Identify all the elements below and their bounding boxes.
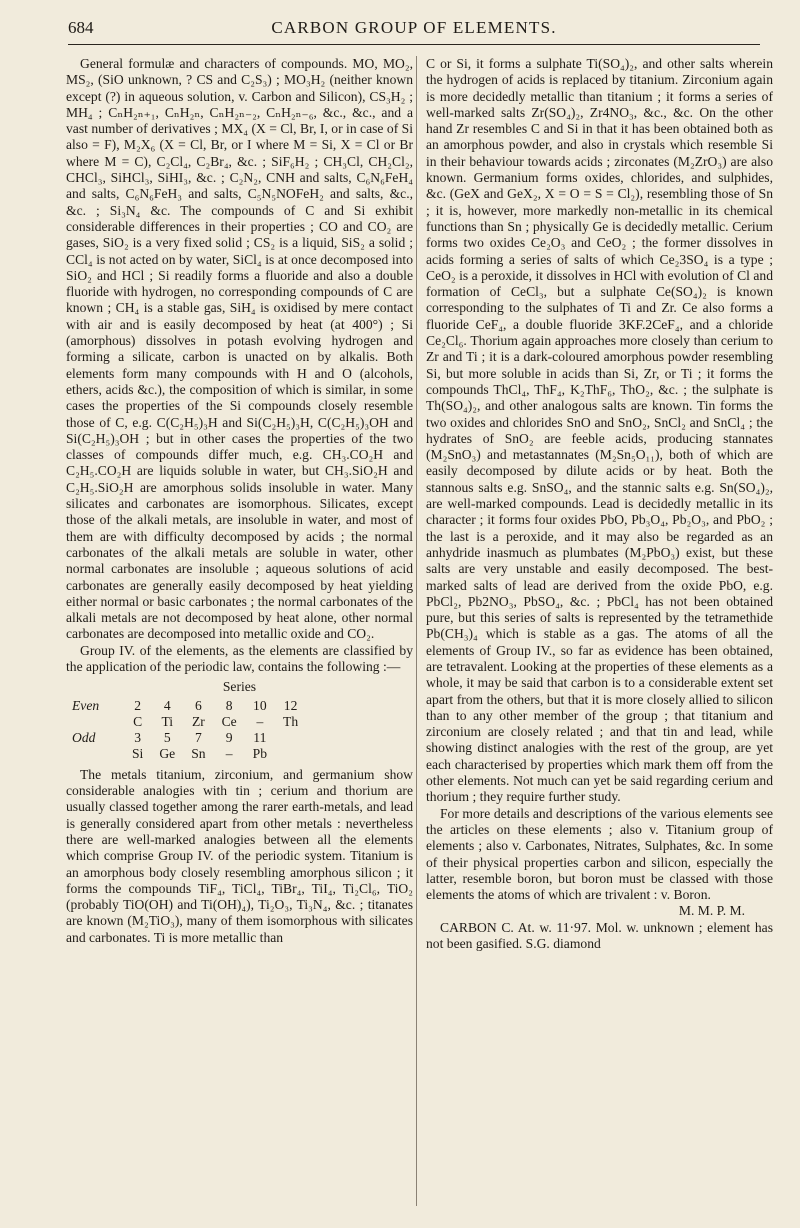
left-column: [66, 56, 413, 946]
paragraph-more-details: For more details and descriptions of the various elements see the articles on these elements ; also v. Titanium group of elements ; also v. Carbonates, Nitrates, Sulphates, &c. In some of their physical properties carbon and silicon, especially the latter, resemble boron, but boron must be classed with those elements the atoms of which are trivalent : v. Boron.: [426, 805, 773, 903]
series-cell: 3: [134, 730, 142, 746]
series-cell: Zr: [191, 713, 205, 729]
series-cell: Si: [132, 746, 144, 762]
series-cell: Ti: [161, 713, 174, 729]
series-cell: 5: [163, 730, 171, 746]
series-row-odd-symbols: [72, 746, 306, 762]
carbon-entry: CARBON C. At. w. 11·97. Mol. w. unknown ; element has not been gasified. S.G. diamond: [426, 919, 773, 952]
series-cell: 11: [253, 730, 267, 746]
right-column: [426, 56, 773, 952]
series-cell: 8: [225, 697, 233, 713]
series-cell: Ge: [159, 746, 176, 762]
paragraph-continuation: C or Si, it forms a sulphate Ti(SO₄)₂, and other salts wherein the hydrogen of acids is replaced by titanium. Zirconium again is more decidedly metallic than titanium ; it forms a series of well-marked salts Zr(SO₄)₂, Zr4NO₃, &c., &c. On the other hand Zr resembles C and Si in that it has been obtained both as an amorphous powder, and also in crystals which resemble Si in their behaviour towards acids ; zirconates (M₂ZrO₃) are also known. Germanium forms oxides, chlorides, and sulphides, &c. (GeX and GeX₂, X = O = S = Cl₂), resembling those of Sn ; it is, however, more markedly non-metallic in its chemical functions than Sn ; physically Ge is decidedly metallic. Cerium forms two oxides Ce₂O₃ and CeO₂ ; the former dissolves in acids forming a series of salts of which Ce₂3SO₄ is a type ; CeO₂ is a peroxide, it dissolves in HCl with evolution of Cl and formation of CeCl₃, but a sulphate Ce(SO₄)₂ is known corresponding to the sulphates of Ti and Zr. Ce also forms a fluoride CeF₄, a double fluoride 3KF.2CeF₄, and a chloride Ce₂Cl₆. Thorium again approaches more closely than cerium to Zr and Ti ; it is a dark-coloured amorphous powder resembling Si, but more soluble in acids than Si, Zr, or Ti ; it forms the compounds ThCl₄, ThF₄, K₂ThF₆, ThO₂, &c. ; the sulphate is Th(SO₄)₂, and other analogous salts are known. Tin forms the two oxides and chlorides SnO and SnO₂, SnCl₂ and SnCl₄ ; the hydrates of SnO₂ are feeble acids, producing stannates (M₂SnO₃) and metastannates (M₂Sn₅O₁₁), both of which are easily decomposed by dilute acids or by heat. Both the stannous salts e.g. SnSO₄, and the stannic salts e.g. Sn(SO₄)₂, are well-marked compounds. Lead is decidedly metallic in its character ; it forms four oxides PbO, Pb₃O₄, Pb₂O₃, and PbO₂ ; the last is a peroxide, and it may also be regarded as an anhydride inasmuch as plumbates (M₂PbO₃) exist, but these salts are very unstable and easily decomposed. The best-marked salts of lead are derived from the oxide PbO, e.g. PbCl₂, Pb2NO₃, PbSO₄, &c. ; PbCl₄ has not been obtained pure, but this series of salts is represented by the tetramethide Pb(CH₃)₄ which is stable as a gas. The atoms of all the elements of Group IV., so far as evidence has been obtained, are tetravalent. Looking at the properties of these elements as a whole, it may be said that carbon is to a considerable extent set apart from the others, but that it is more closely allied to silicon than to any other member of the group ; that titanium and zirconium are closely related ; and that tin and lead, while showing distinct analogies with the rest of the group, are yet each characterised by properties which mark them off from the other elements. Not much can yet be said regarding cerium and thorium ; they require further study.: [426, 56, 773, 805]
series-cell: 10: [253, 697, 267, 713]
series-label-blank: [72, 746, 124, 762]
page-header: [68, 18, 760, 45]
series-cell: 6: [194, 697, 202, 713]
series-label-blank: [72, 714, 124, 730]
series-title: Series: [222, 679, 257, 695]
series-cell: [275, 730, 306, 746]
series-cell: 9: [225, 730, 233, 746]
series-label-even: Even: [72, 697, 100, 713]
series-row-odd-numbers: [72, 730, 306, 746]
series-cell: C: [133, 713, 143, 729]
series-cell: Pb: [252, 746, 268, 762]
author-signature: M. M. P. M.: [678, 903, 745, 919]
series-cell: 4: [163, 697, 171, 713]
series-cell: 2: [134, 697, 142, 713]
series-cell: [275, 746, 306, 762]
series-cell: Ce: [221, 713, 237, 729]
series-label-odd: Odd: [72, 730, 96, 746]
running-head: CARBON GROUP OF ELEMENTS.: [271, 18, 557, 37]
series-table: [72, 698, 306, 763]
series-cell: –: [225, 746, 233, 762]
series-cell: 7: [194, 730, 202, 746]
paragraph-metals-analogies: The metals titanium, zirconium, and germanium show considerable analogies with tin ; cerium and thorium are usually classed together among the rarer earth-metals, and lead is generally considered apart from other metals : nevertheless there are well-marked analogies between all the elements which comprise Group IV. of the periodic system. Titanium is an amorphous body closely resembling amorphous silicon ; it forms the compounds TiF₄, TiCl₄, TiBr₄, TiI₄, Ti₂Cl₆, TiO₂ (probably TiO(OH) and Ti(OH)₄), Ti₂O₃, Ti₃N₄, &c. ; titanates are known (M₂TiO₃), many of them isomorphous with silicates and carbonates. Ti is more metallic than: [66, 766, 413, 945]
paragraph-general-formulae: General formulæ and characters of compounds. MO, MO₂, MS₂, (SiO unknown, ? CS and C₂S₃) ; MO₃H₂ (neither known except (?) in aqueous solution, v. Carbon and Silicon), CS₃H₂ ; MH₄ ; CₙH₂ₙ₊₁, CₙH₂ₙ, CₙH₂ₙ₋₂, CₙH₂ₙ₋₆, &c., &c., and a vast number of derivatives ; MX₄ (X = Cl, Br, I, or in case of Si also = F), M₂X₆ (X = Cl, Br, or I where M = Si, X = Cl or Br where M = C), C₂Cl₄, C₂Br₄, &c. ; SiF₆H₂ ; CH₃Cl, CH₂Cl₂, CHCl₃, SiHCl₃, SiHI₃, &c. ; C₂N₂, CNH and salts, C₆N₆FeH₄ and salts, C₆N₆FeH₃ and salts, C₅N₅NOFeH₂ and salts, &c., &c. ; Si₃N₄ &c. The compounds of C and Si exhibit considerable differences in their properties ; CO and CO₂ are gases, SiO₂ is a very fixed solid ; CS₂ is a liquid, SiS₂ a solid ; CCl₄ is not acted on by water, SiCl₄ is at once decomposed into SiO₂ and HCl ; Si readily forms a fluoride and also a double fluoride with hydrogen, no corresponding compounds of C are known ; CH₄ is a stable gas, SiH₄ is oxidised by mere contact with air and is easily decomposed by heat (at 400°) ; Si (amorphous) dissolves in potash evolving hydrogen and forming a silicate, carbon is unacted on by alkalis. Both elements form many compounds with H and O (alcohols, ethers, acids &c.), the composition of which is similar, in some cases the properties of the Si compounds closely resemble those of C, e.g. C(C₂H₅)₃H and Si(C₂H₅)₃H, C(C₂H₅)₃OH and Si(C₂H₅)₃OH ; but in other cases the properties of the two classes of compounds differ much, e.g. CH₃.CO₂H and C₂H₅.CO₂H are liquids soluble in water, but CH₃.SiO₂H and C₂H₅.SiO₂H are amorphous solids insoluble in water. Many silicates and carbonates are isomorphous. Silicates, except those of the alkali metals, are insoluble in water, and most of them are with difficulty decomposed by acids ; the normal carbonates of the alkali metals are soluble in water, other normal carbonates are insoluble ; aqueous solutions of acid carbonates are generally easily decomposed by heat yielding either normal or basic carbonates ; the normal carbonates of the alkali metals are not decomposed by heat alone, other normal carbonates are decomposed into metallic oxide and CO₂.: [66, 56, 413, 642]
series-cell: Th: [283, 713, 299, 729]
paragraph-group-iv-intro: Group IV. of the elements, as the elements are classified by the application of the periodic law, contains the following :—: [66, 642, 413, 674]
series-row-even-symbols: [72, 714, 306, 730]
series-cell: 12: [283, 697, 298, 713]
series-cell: Sn: [191, 746, 206, 762]
column-divider: [416, 56, 417, 1206]
series-row-even-numbers: [72, 698, 306, 714]
page-number: 684: [68, 18, 94, 37]
series-cell: –: [256, 713, 264, 729]
